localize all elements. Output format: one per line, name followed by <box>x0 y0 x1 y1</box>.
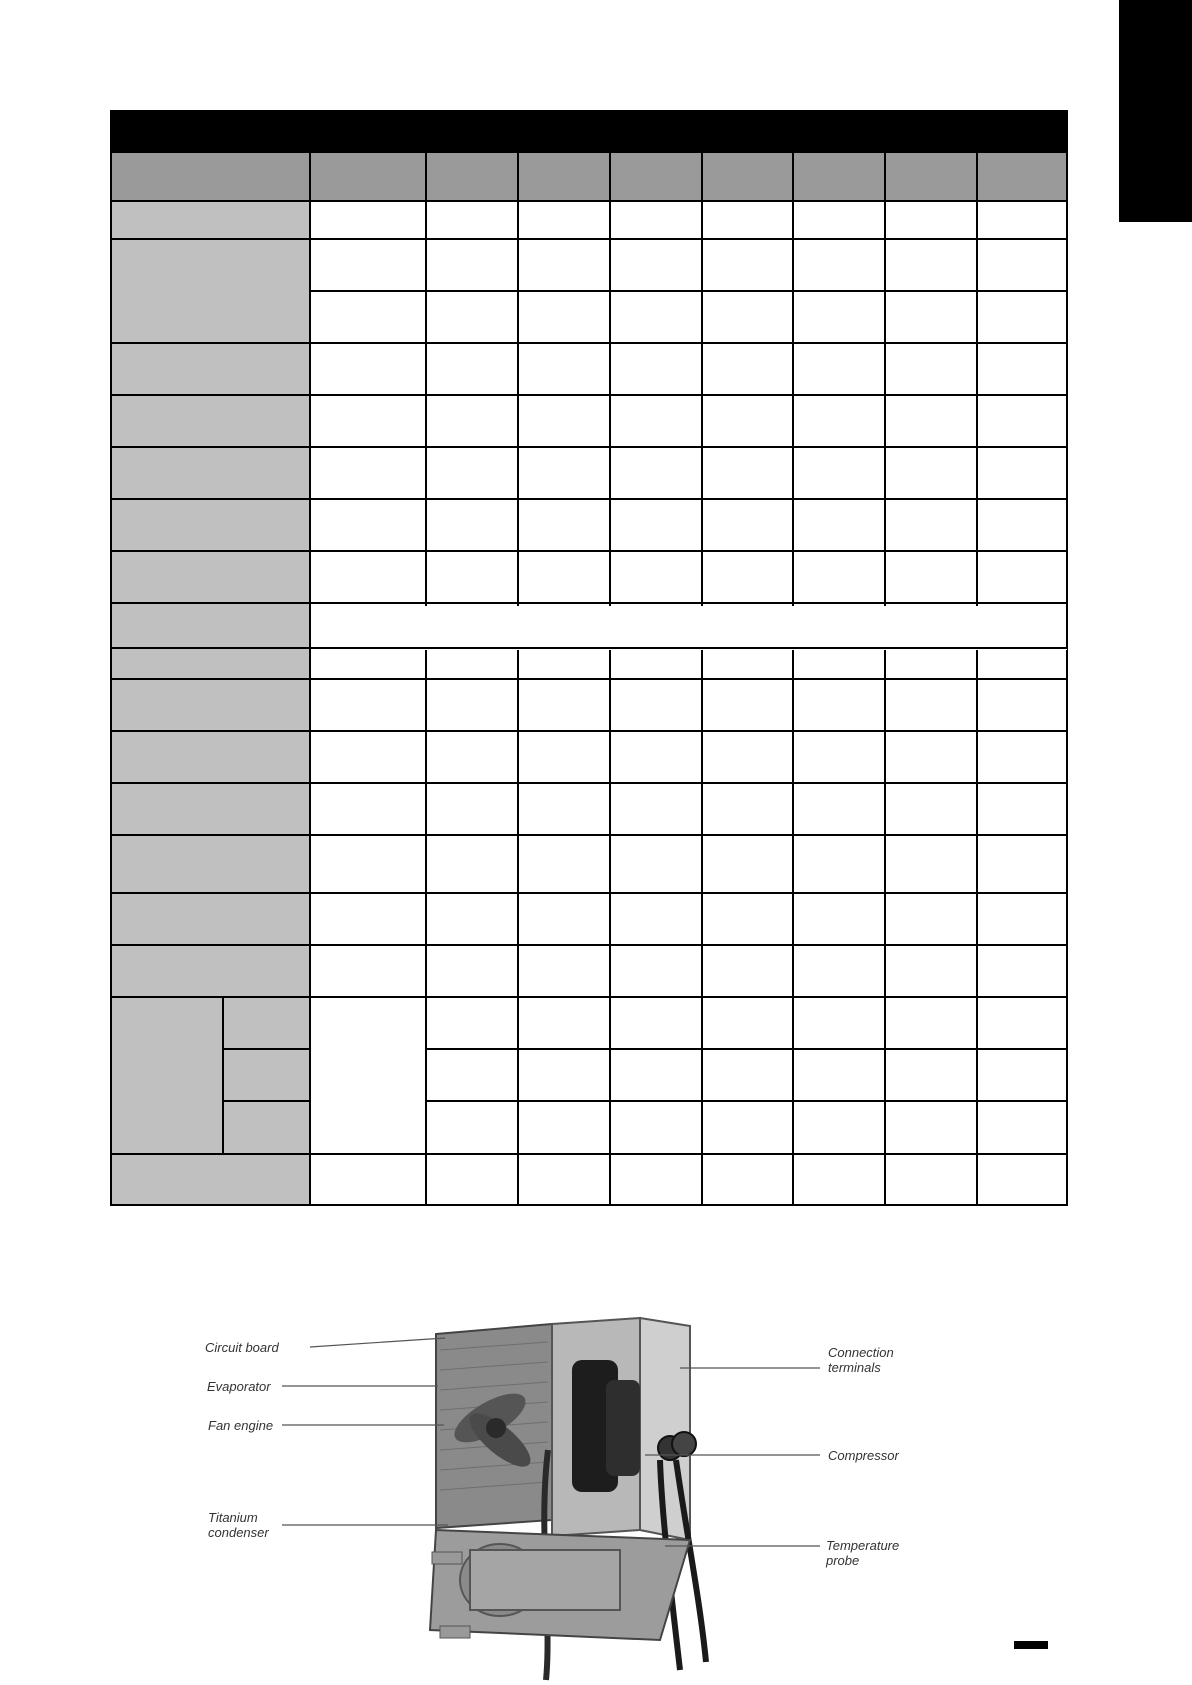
section-tab <box>1119 0 1192 222</box>
callout-evaporator: Evaporator <box>207 1379 271 1394</box>
specification-table-grid <box>110 110 1068 1206</box>
callout-titanium-condenser: Titanium condenser <box>208 1510 269 1540</box>
specification-table <box>110 110 1068 1206</box>
table-title-bar <box>110 110 1068 153</box>
table-header-row <box>110 153 1068 201</box>
table-sub-label-column <box>223 998 310 1154</box>
heat-pump-illustration <box>0 1300 1192 1685</box>
unit-photo-figure <box>0 1300 1192 1685</box>
callout-compressor: Compressor <box>828 1448 899 1463</box>
callout-connection-terminals: Connection terminals <box>828 1345 894 1375</box>
callout-temperature-probe: Temperature probe <box>826 1538 900 1568</box>
unit-body <box>430 1318 706 1680</box>
callout-fan-engine: Fan engine <box>208 1418 274 1433</box>
page-number-mark <box>1014 1641 1048 1649</box>
callout-circuit-board: Circuit board <box>205 1340 279 1355</box>
